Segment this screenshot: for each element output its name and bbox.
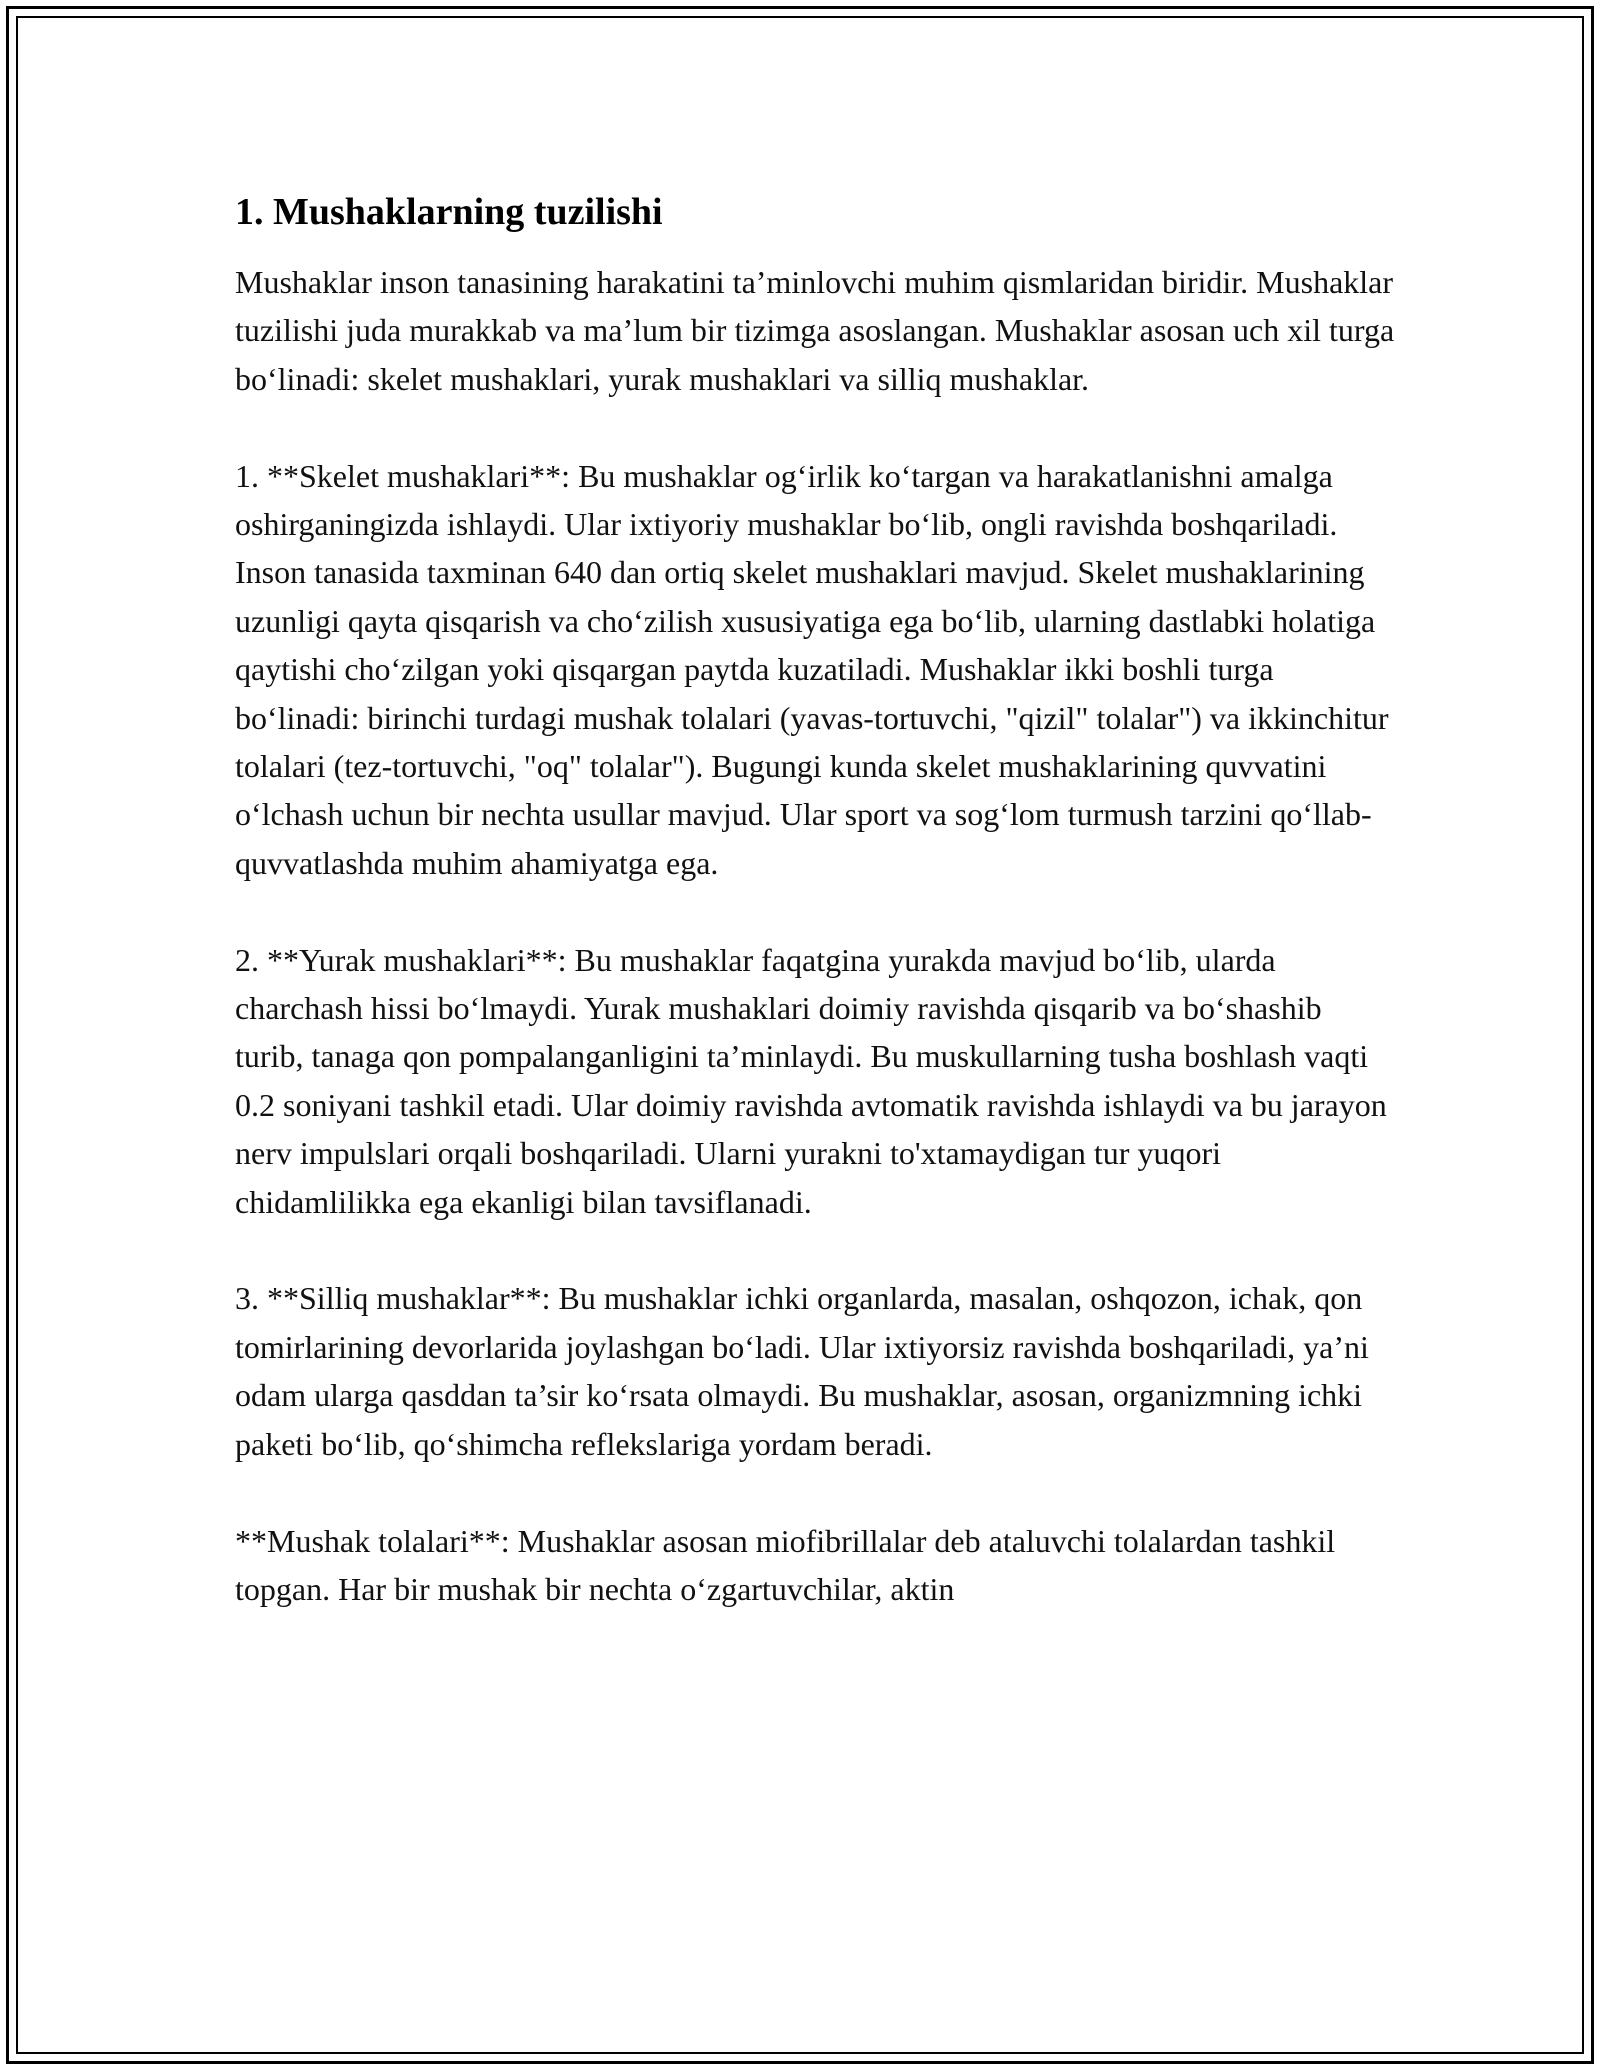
paragraph-smooth-muscles: 3. **Silliq mushaklar**: Bu mushaklar ichki organlarda, masalan, oshqozon, ichak, qon tomirlarining devorlarida joylashgan bo‘ladi. Ular ixtiyorsiz ravishda boshqariladi, ya’ni odam ularga qasddan ta’sir ko‘rsata olmaydi. Bu mushaklar, asosan, organizmning ichki paketi bo‘lib, qo‘shimcha reflekslariga yordam beradi. [235,1280,1369,1462]
document-page [235,188,1395,1613]
paragraph-intro: Mushaklar inson tanasining harakatini ta’minlovchi muhim qismlaridan biridir. Mushaklar tuzilishi juda murakkab va ma’lum bir tizimga asoslangan. Mushaklar asosan uch xil turga bo‘linadi: skelet mushaklari, yurak mushaklari va silliq mushaklar. [235,264,1395,397]
paragraph-cardiac-muscles: 2. **Yurak mushaklari**: Bu mushaklar faqatgina yurakda mavjud bo‘lib, ularda charchash hissi bo‘lmaydi. Yurak mushaklari doimiy ravishda qisqarib va bo‘shashib turib, tanaga qon pompalanganligini ta’minlaydi. Bu muskullarning tusha boshlash vaqti 0.2 soniyani tashkil etadi. Ular doimiy ravishda avtomatik ravishda ishlaydi va bu jarayon nerv impulslari orqali boshqariladi. Ularni yurakni to'xtamaydigan tur yuqori chidamlilikka ega ekanligi bilan tavsiflanadi. [235,941,1387,1220]
paragraph-skeletal-muscles: 1. **Skelet mushaklari**: Bu mushaklar og‘irlik ko‘targan va harakatlanishni amalga oshirganingizda ishlaydi. Ular ixtiyoriy mushaklar bo‘lib, ongli ravishda boshqariladi. Inson tanasida taxminan 640 dan ortiq skelet mushaklari mavjud. Skelet mushaklarining uzunligi qayta qisqarish va cho‘zilish xususiyatiga ega bo‘lib, ularning dastlabki holatiga qaytishi cho‘zilgan yoki qisqargan paytda kuzatiladi. Mushaklar ikki boshli turga bo‘linadi: birinchi turdagi mushak tolalari (yavas-tortuvchi, "qizil" tolalar") va ikkinchitur tolalari (tez-tortuvchi, "oq" tolalar"). Bugungi kunda skelet mushaklarining quvvatini o‘lchash uchun bir nechta usullar mavjud. Ular sport va sog‘lom turmush tarzini qo‘llab-quvvatlashda muhim ahamiyatga ega. [235,457,1389,881]
paragraph-muscle-fibers: **Mushak tolalari**: Mushaklar asosan miofibrillalar deb ataluvchi tolalardan tashkil topgan. Har bir mushak bir nechta o‘zgartuvchilar, aktin [235,1522,1336,1607]
section-heading: 1. Mushaklarning tuzilishi [235,191,663,233]
